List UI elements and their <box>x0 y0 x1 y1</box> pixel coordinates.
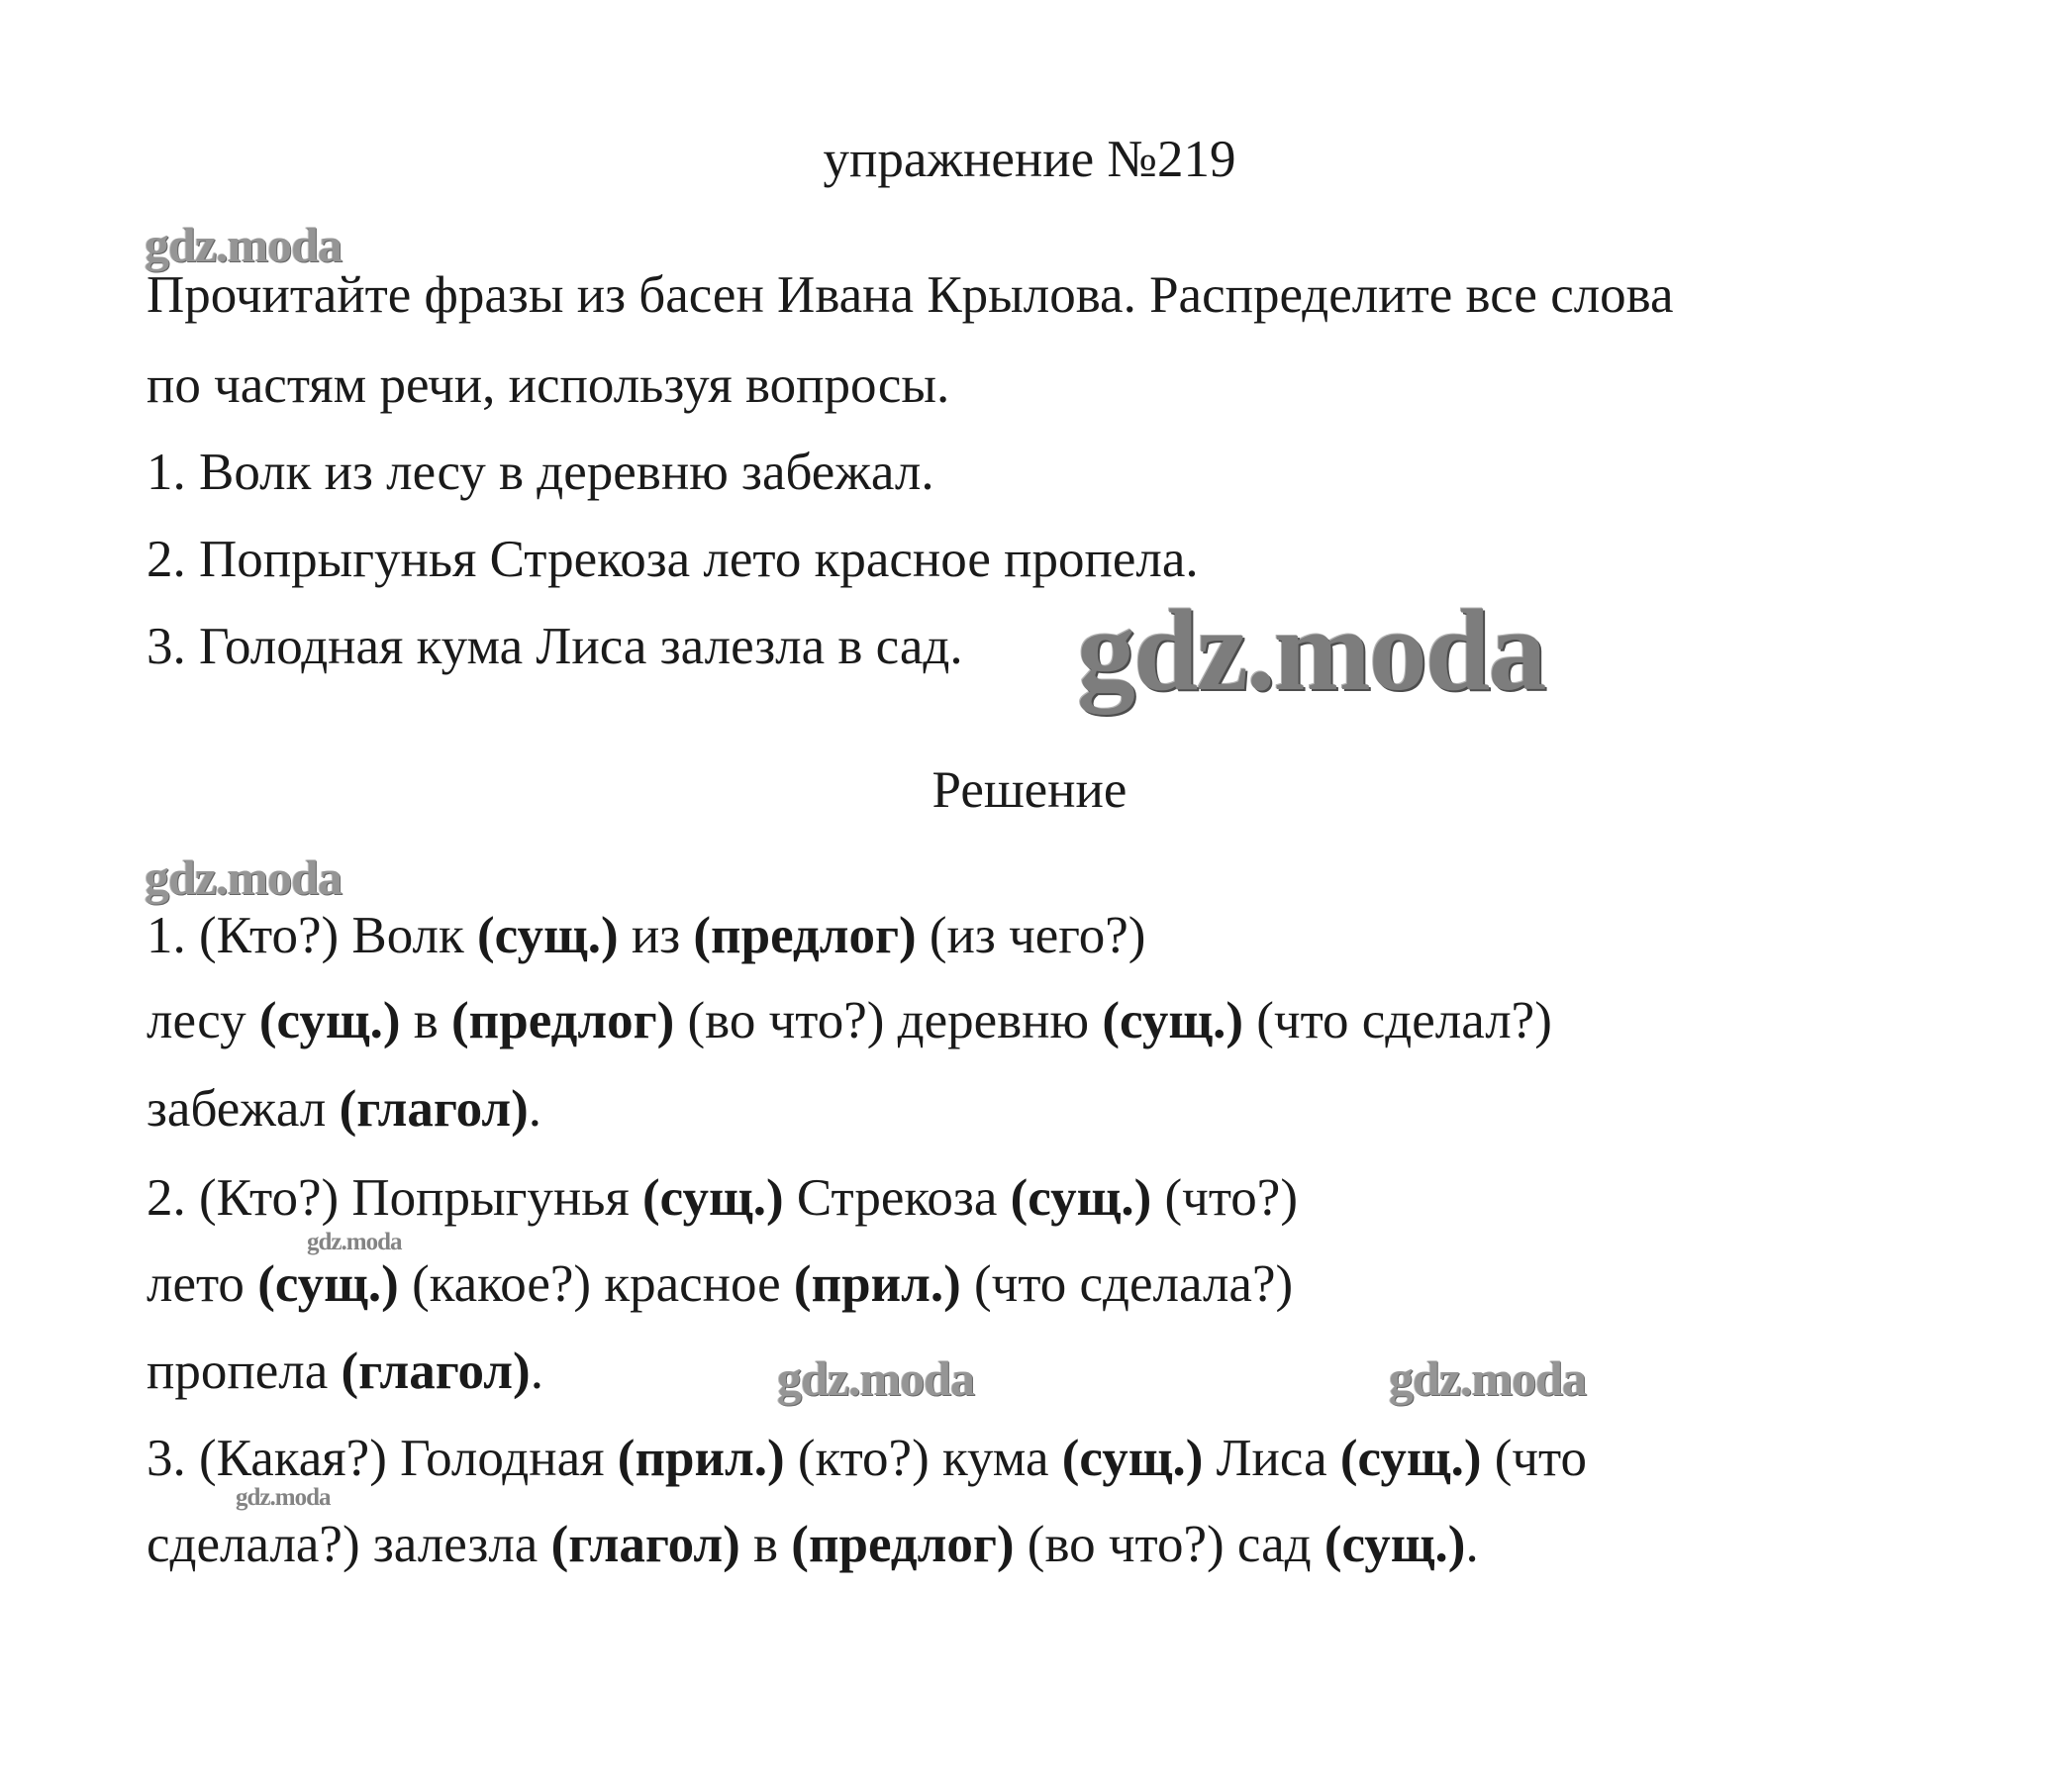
solution-line-4 <box>147 1168 1298 1228</box>
solution-text: (какое?) красное <box>398 1255 794 1313</box>
solution-text: . <box>528 1080 542 1138</box>
solution-text: (во что?) сад <box>1014 1516 1324 1573</box>
solution-text: 3. (Какая?) Голодная <box>147 1430 618 1487</box>
solution-text: лесу <box>147 992 259 1049</box>
exercise-title: упражнение №219 <box>823 131 1236 188</box>
solution-text: (что <box>1481 1430 1588 1487</box>
solution-text: (что сделала?) <box>960 1255 1294 1313</box>
solution-line-5 <box>147 1254 1293 1314</box>
solution-text: из <box>618 907 694 964</box>
watermark-solution: gdz.moda <box>145 849 342 905</box>
solution-text: Стрекоза <box>783 1169 1011 1227</box>
part-of-speech-label: (предлог) <box>451 992 675 1049</box>
part-of-speech-label: (сущ.) <box>258 992 401 1049</box>
solution-text: 1. (Кто?) Волк <box>147 907 477 964</box>
part-of-speech-label: (прил.) <box>617 1430 785 1487</box>
solution-line-2 <box>147 991 1552 1050</box>
solution-line-7 <box>147 1429 1587 1488</box>
task-item-2: 2. Попрыгунья Стрекоза лето красное пропела. <box>147 531 1199 588</box>
solution-heading: Решение <box>931 761 1128 819</box>
part-of-speech-label: (сущ.) <box>1102 992 1244 1049</box>
watermark-tiny-2: gdz.moda <box>236 1484 331 1511</box>
solution-text: забежал <box>147 1080 340 1138</box>
instruction-line-2: по частям речи, используя вопросы. <box>147 356 950 414</box>
solution-text: (что?) <box>1151 1169 1298 1227</box>
watermark-tiny-1: gdz.moda <box>307 1229 402 1255</box>
solution-line-3 <box>147 1079 541 1139</box>
part-of-speech-label: (сущ.) <box>476 907 619 964</box>
solution-text: в <box>400 992 452 1049</box>
part-of-speech-label: (сущ.) <box>1010 1169 1152 1227</box>
watermark-top-left: gdz.moda <box>145 217 342 272</box>
solution-text: (что сделал?) <box>1243 992 1552 1049</box>
solution-text: (из чего?) <box>916 907 1146 964</box>
solution-text: . <box>530 1343 543 1400</box>
solution-text: пропела <box>147 1343 342 1400</box>
solution-line-8 <box>147 1515 1479 1574</box>
part-of-speech-label: (глагол) <box>339 1080 529 1138</box>
solution-text: сделала?) залезла <box>147 1516 551 1573</box>
solution-line-6 <box>147 1342 543 1401</box>
part-of-speech-label: (сущ.) <box>1324 1516 1466 1573</box>
solution-text: Лиса <box>1203 1430 1340 1487</box>
part-of-speech-label: (сущ.) <box>1339 1430 1482 1487</box>
watermark-large: gdz.moda <box>1077 585 1545 715</box>
solution-text: (во что?) деревню <box>674 992 1103 1049</box>
part-of-speech-label: (сущ.) <box>642 1169 784 1227</box>
solution-text: лето <box>147 1255 258 1313</box>
instruction-line-1: Прочитайте фразы из басен Ивана Крылова. Распределите все слова <box>147 266 1674 324</box>
solution-text: в <box>739 1516 792 1573</box>
part-of-speech-label: (глагол) <box>341 1343 531 1400</box>
solution-line-1 <box>147 906 1145 965</box>
watermark-mid-1: gdz.moda <box>777 1350 974 1406</box>
part-of-speech-label: (предлог) <box>791 1516 1015 1573</box>
part-of-speech-label: (предлог) <box>693 907 917 964</box>
task-item-3: 3. Голодная кума Лиса залезла в сад. <box>147 618 963 675</box>
part-of-speech-label: (сущ.) <box>1061 1430 1204 1487</box>
solution-text: . <box>1465 1516 1479 1573</box>
part-of-speech-label: (сущ.) <box>257 1255 399 1313</box>
watermark-mid-2: gdz.moda <box>1389 1350 1586 1406</box>
part-of-speech-label: (прил.) <box>793 1255 961 1313</box>
solution-text: (кто?) кума <box>784 1430 1062 1487</box>
part-of-speech-label: (глагол) <box>550 1516 740 1573</box>
solution-text: 2. (Кто?) Попрыгунья <box>147 1169 643 1227</box>
task-item-1: 1. Волк из лесу в деревню забежал. <box>147 444 934 501</box>
